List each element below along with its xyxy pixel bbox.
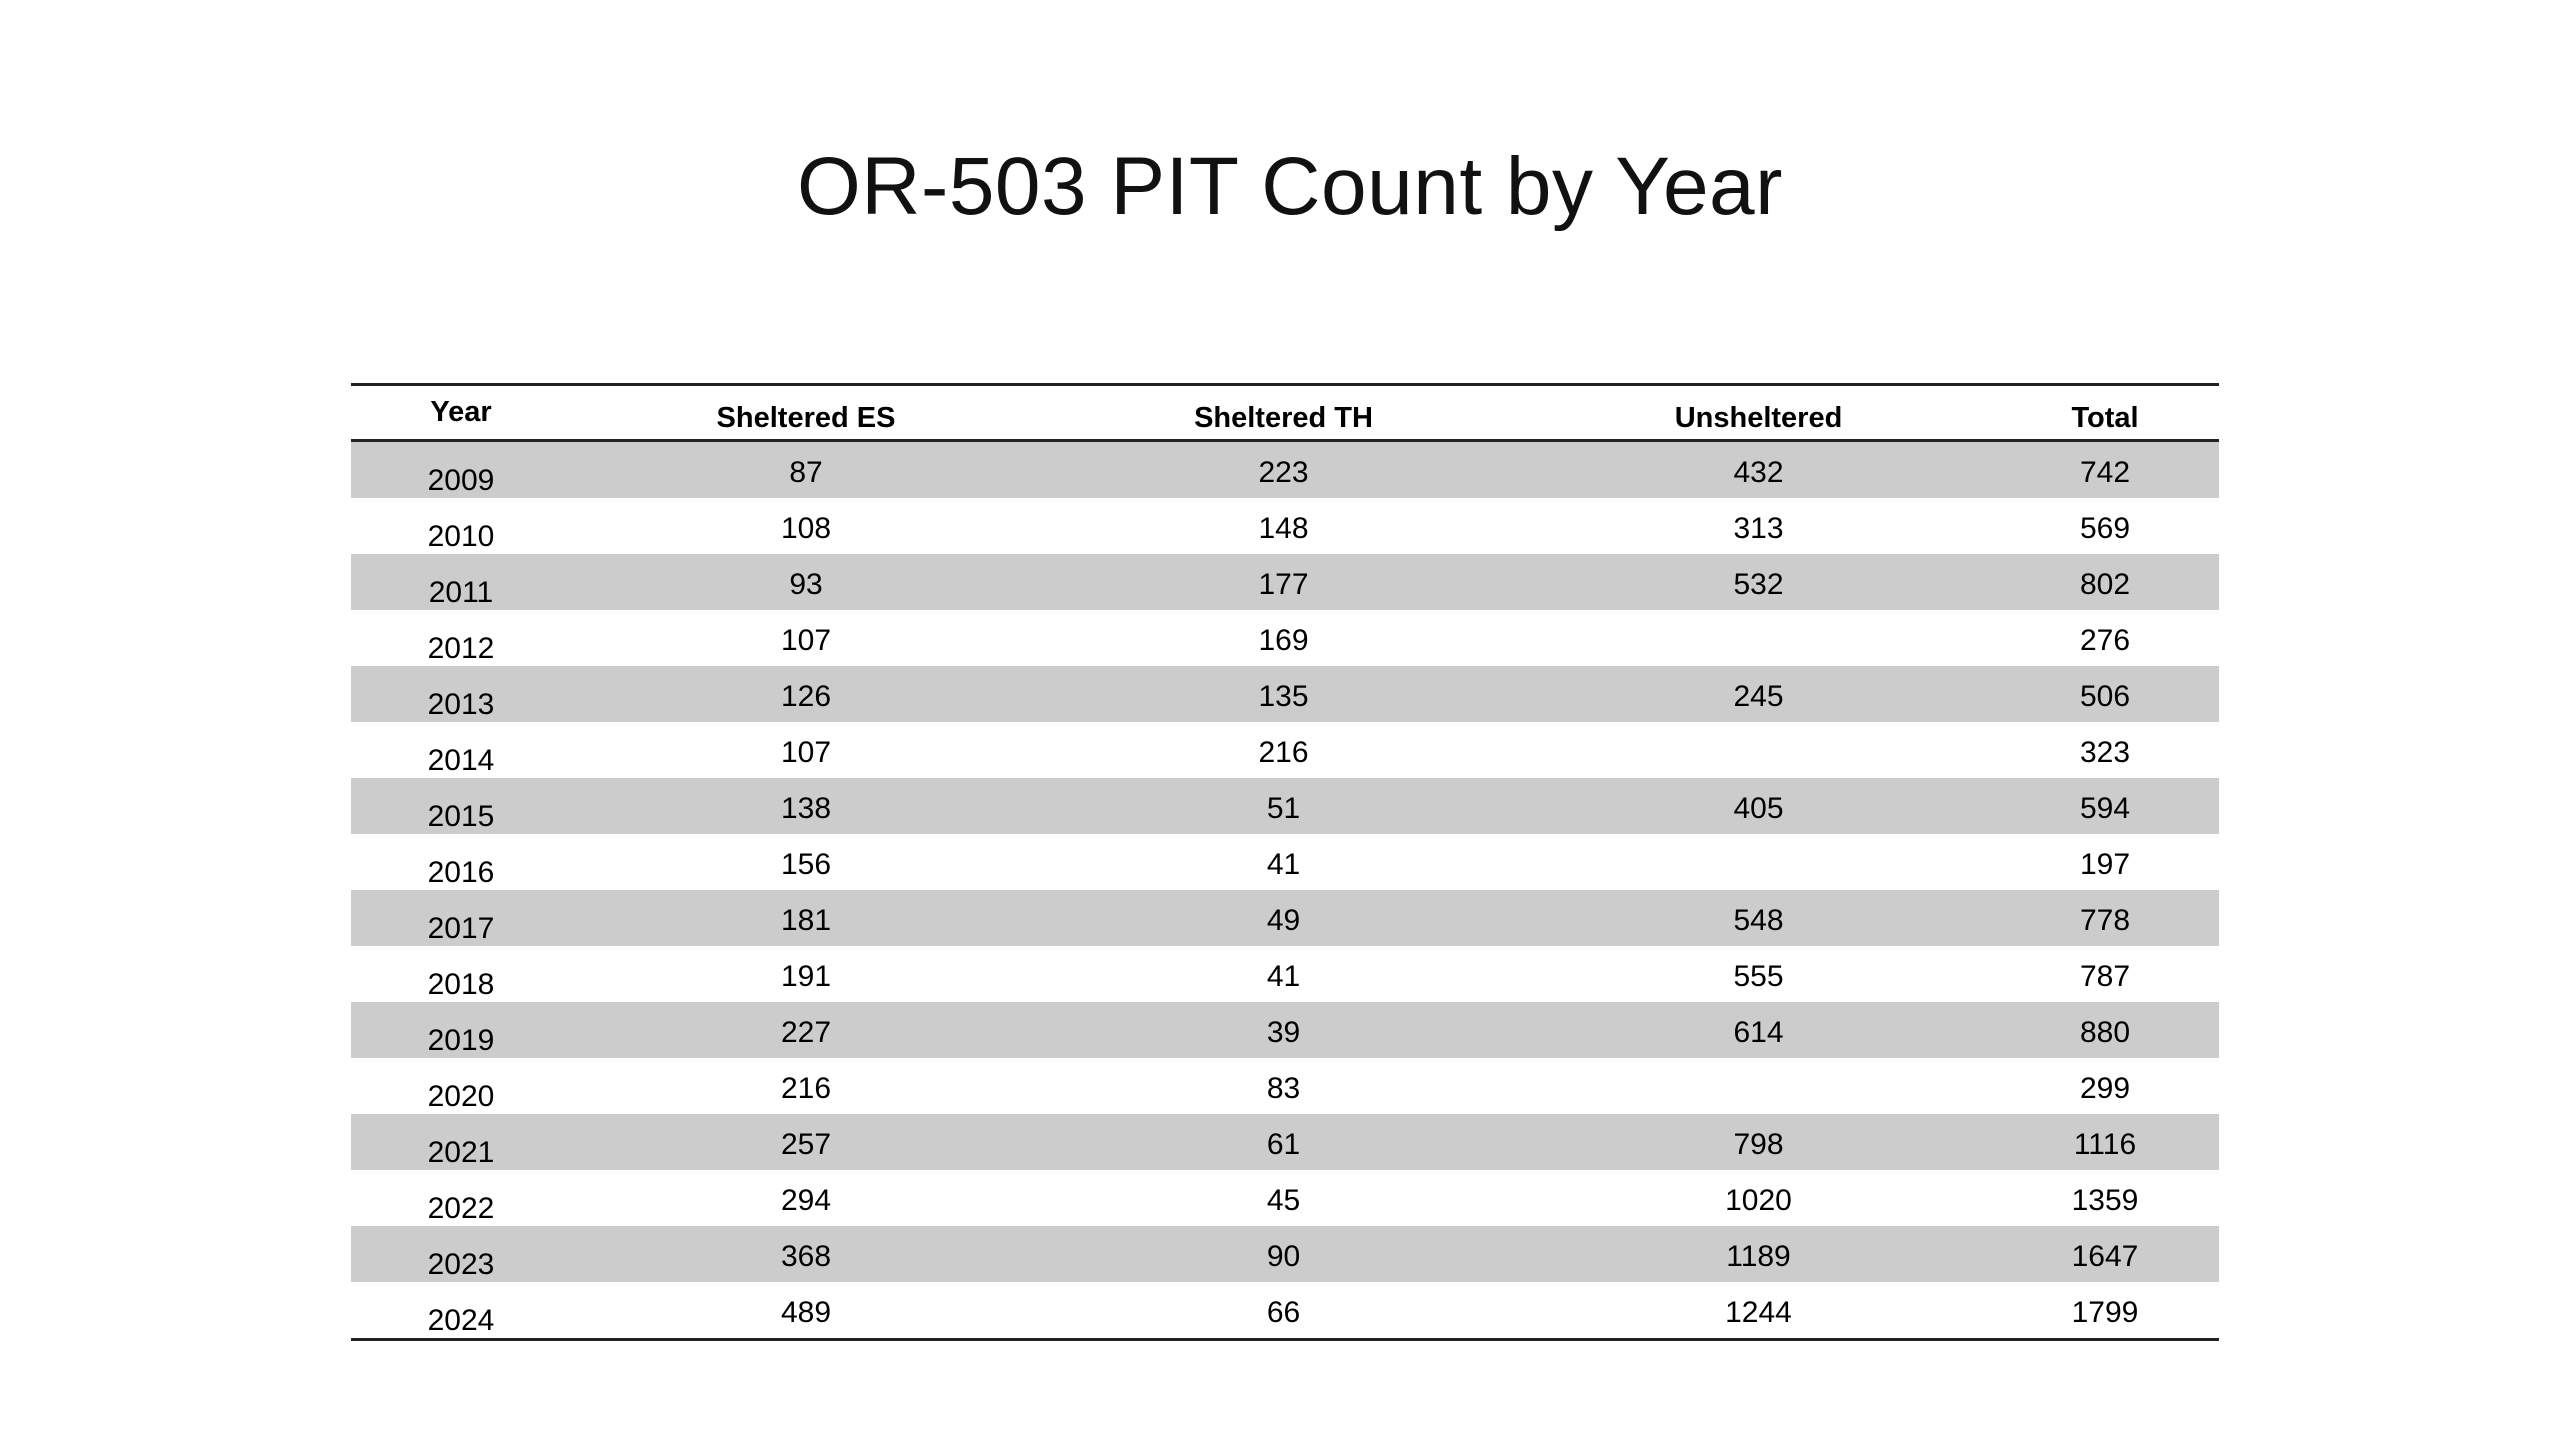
cell-total: 1647 bbox=[2071, 1240, 2139, 1273]
cell-sheltered-th: 90 bbox=[1266, 1240, 1301, 1273]
cell-sheltered-es: 489 bbox=[780, 1296, 832, 1329]
cell-sheltered-es: 107 bbox=[780, 736, 832, 769]
cell-year: 2023 bbox=[427, 1248, 495, 1281]
cell-sheltered-th: 49 bbox=[1266, 904, 1301, 937]
table-row bbox=[351, 666, 2219, 722]
cell-total: 880 bbox=[2079, 1016, 2131, 1049]
cell-unsheltered: 1189 bbox=[1726, 1240, 1791, 1273]
cell-sheltered-es: 138 bbox=[780, 792, 832, 825]
cell-sheltered-th: 83 bbox=[1266, 1072, 1301, 1105]
cell-total: 299 bbox=[2079, 1072, 2131, 1105]
cell-total: 1799 bbox=[2071, 1296, 2139, 1329]
table-row bbox=[351, 1226, 2219, 1282]
cell-total: 594 bbox=[2079, 792, 2131, 825]
cell-total: 1116 bbox=[2073, 1128, 2137, 1161]
cell-sheltered-th: 223 bbox=[1258, 456, 1309, 489]
cell-sheltered-th: 45 bbox=[1266, 1184, 1301, 1217]
cell-year: 2018 bbox=[427, 968, 495, 1001]
cell-unsheltered: 405 bbox=[1733, 792, 1784, 825]
cell-sheltered-th: 41 bbox=[1266, 848, 1301, 881]
cell-total: 1359 bbox=[2071, 1184, 2139, 1217]
cell-sheltered-th: 66 bbox=[1266, 1296, 1301, 1329]
cell-sheltered-es: 87 bbox=[789, 456, 823, 489]
cell-sheltered-th: 169 bbox=[1258, 624, 1309, 657]
cell-unsheltered: 1244 bbox=[1725, 1296, 1792, 1329]
cell-sheltered-es: 257 bbox=[780, 1128, 832, 1161]
cell-total: 323 bbox=[2079, 736, 2131, 769]
cell-sheltered-es: 181 bbox=[780, 904, 832, 937]
table-row bbox=[351, 722, 2219, 778]
cell-year: 2019 bbox=[427, 1024, 495, 1057]
table-row bbox=[351, 1058, 2219, 1114]
cell-sheltered-th: 135 bbox=[1258, 680, 1309, 713]
header-total: Total bbox=[2071, 402, 2139, 434]
cell-year: 2011 bbox=[428, 576, 494, 609]
cell-year: 2009 bbox=[427, 464, 495, 497]
cell-total: 197 bbox=[2079, 848, 2131, 881]
table-row bbox=[351, 946, 2219, 1002]
cell-unsheltered: 245 bbox=[1733, 680, 1784, 713]
table-row bbox=[351, 1282, 2219, 1340]
cell-sheltered-es: 216 bbox=[780, 1072, 832, 1105]
table-row bbox=[351, 834, 2219, 890]
table-row bbox=[351, 554, 2219, 610]
cell-unsheltered bbox=[1526, 610, 1991, 666]
header-sheltered-es: Sheltered ES bbox=[716, 402, 896, 434]
cell-year: 2020 bbox=[427, 1080, 495, 1113]
table-header-row bbox=[351, 385, 2219, 441]
cell-total: 742 bbox=[2079, 456, 2131, 489]
cell-sheltered-th: 51 bbox=[1266, 792, 1301, 825]
cell-unsheltered bbox=[1526, 722, 1991, 778]
pit-table-container bbox=[351, 383, 2219, 1341]
cell-year: 2010 bbox=[427, 520, 495, 553]
table-row bbox=[351, 610, 2219, 666]
cell-sheltered-th: 177 bbox=[1258, 568, 1309, 601]
header-sheltered-th: Sheltered TH bbox=[1194, 402, 1373, 434]
table-row bbox=[351, 1114, 2219, 1170]
cell-unsheltered: 532 bbox=[1733, 568, 1784, 601]
cell-total: 506 bbox=[2079, 680, 2131, 713]
cell-sheltered-es: 126 bbox=[780, 680, 832, 713]
cell-total: 787 bbox=[2079, 960, 2131, 993]
cell-year: 2024 bbox=[427, 1304, 495, 1337]
cell-sheltered-es: 93 bbox=[789, 568, 823, 601]
table-row bbox=[351, 1002, 2219, 1058]
cell-sheltered-es: 107 bbox=[780, 624, 832, 657]
cell-sheltered-th: 39 bbox=[1266, 1016, 1301, 1049]
cell-sheltered-th: 41 bbox=[1266, 960, 1301, 993]
cell-total: 569 bbox=[2079, 512, 2131, 545]
cell-total: 802 bbox=[2079, 568, 2131, 601]
table-row bbox=[351, 1170, 2219, 1226]
cell-unsheltered bbox=[1526, 1058, 1991, 1114]
cell-sheltered-es: 294 bbox=[780, 1184, 832, 1217]
table-row bbox=[351, 498, 2219, 554]
cell-sheltered-es: 156 bbox=[780, 848, 832, 881]
cell-year: 2014 bbox=[427, 744, 495, 777]
cell-unsheltered: 555 bbox=[1733, 960, 1784, 993]
slide-title: OR-503 PIT Count by Year bbox=[797, 141, 1783, 232]
cell-sheltered-es: 108 bbox=[780, 512, 832, 545]
table-row bbox=[351, 890, 2219, 946]
cell-unsheltered: 798 bbox=[1733, 1128, 1784, 1161]
cell-sheltered-es: 368 bbox=[780, 1240, 832, 1273]
cell-year: 2021 bbox=[427, 1136, 495, 1169]
cell-unsheltered: 614 bbox=[1733, 1016, 1784, 1049]
table-body bbox=[351, 441, 2219, 1340]
header-year: Year bbox=[430, 396, 492, 428]
cell-unsheltered: 1020 bbox=[1725, 1184, 1792, 1217]
header-unsheltered: Unsheltered bbox=[1674, 402, 1843, 434]
cell-year: 2015 bbox=[427, 800, 495, 833]
cell-sheltered-th: 216 bbox=[1258, 736, 1309, 769]
pit-count-table bbox=[351, 383, 2219, 1341]
cell-sheltered-th: 148 bbox=[1258, 512, 1309, 545]
table-row bbox=[351, 441, 2219, 499]
cell-total: 276 bbox=[2079, 624, 2131, 657]
cell-total: 778 bbox=[2079, 904, 2131, 937]
cell-year: 2016 bbox=[427, 856, 495, 889]
cell-unsheltered bbox=[1526, 834, 1991, 890]
cell-sheltered-th: 61 bbox=[1266, 1128, 1301, 1161]
cell-unsheltered: 548 bbox=[1733, 904, 1784, 937]
cell-year: 2022 bbox=[427, 1192, 495, 1225]
cell-sheltered-es: 227 bbox=[780, 1016, 832, 1049]
cell-unsheltered: 432 bbox=[1733, 456, 1784, 489]
cell-sheltered-es: 191 bbox=[780, 960, 832, 993]
cell-year: 2017 bbox=[427, 912, 495, 945]
cell-year: 2013 bbox=[427, 688, 495, 721]
cell-year: 2012 bbox=[427, 632, 495, 665]
table-row bbox=[351, 778, 2219, 834]
cell-unsheltered: 313 bbox=[1733, 512, 1784, 545]
